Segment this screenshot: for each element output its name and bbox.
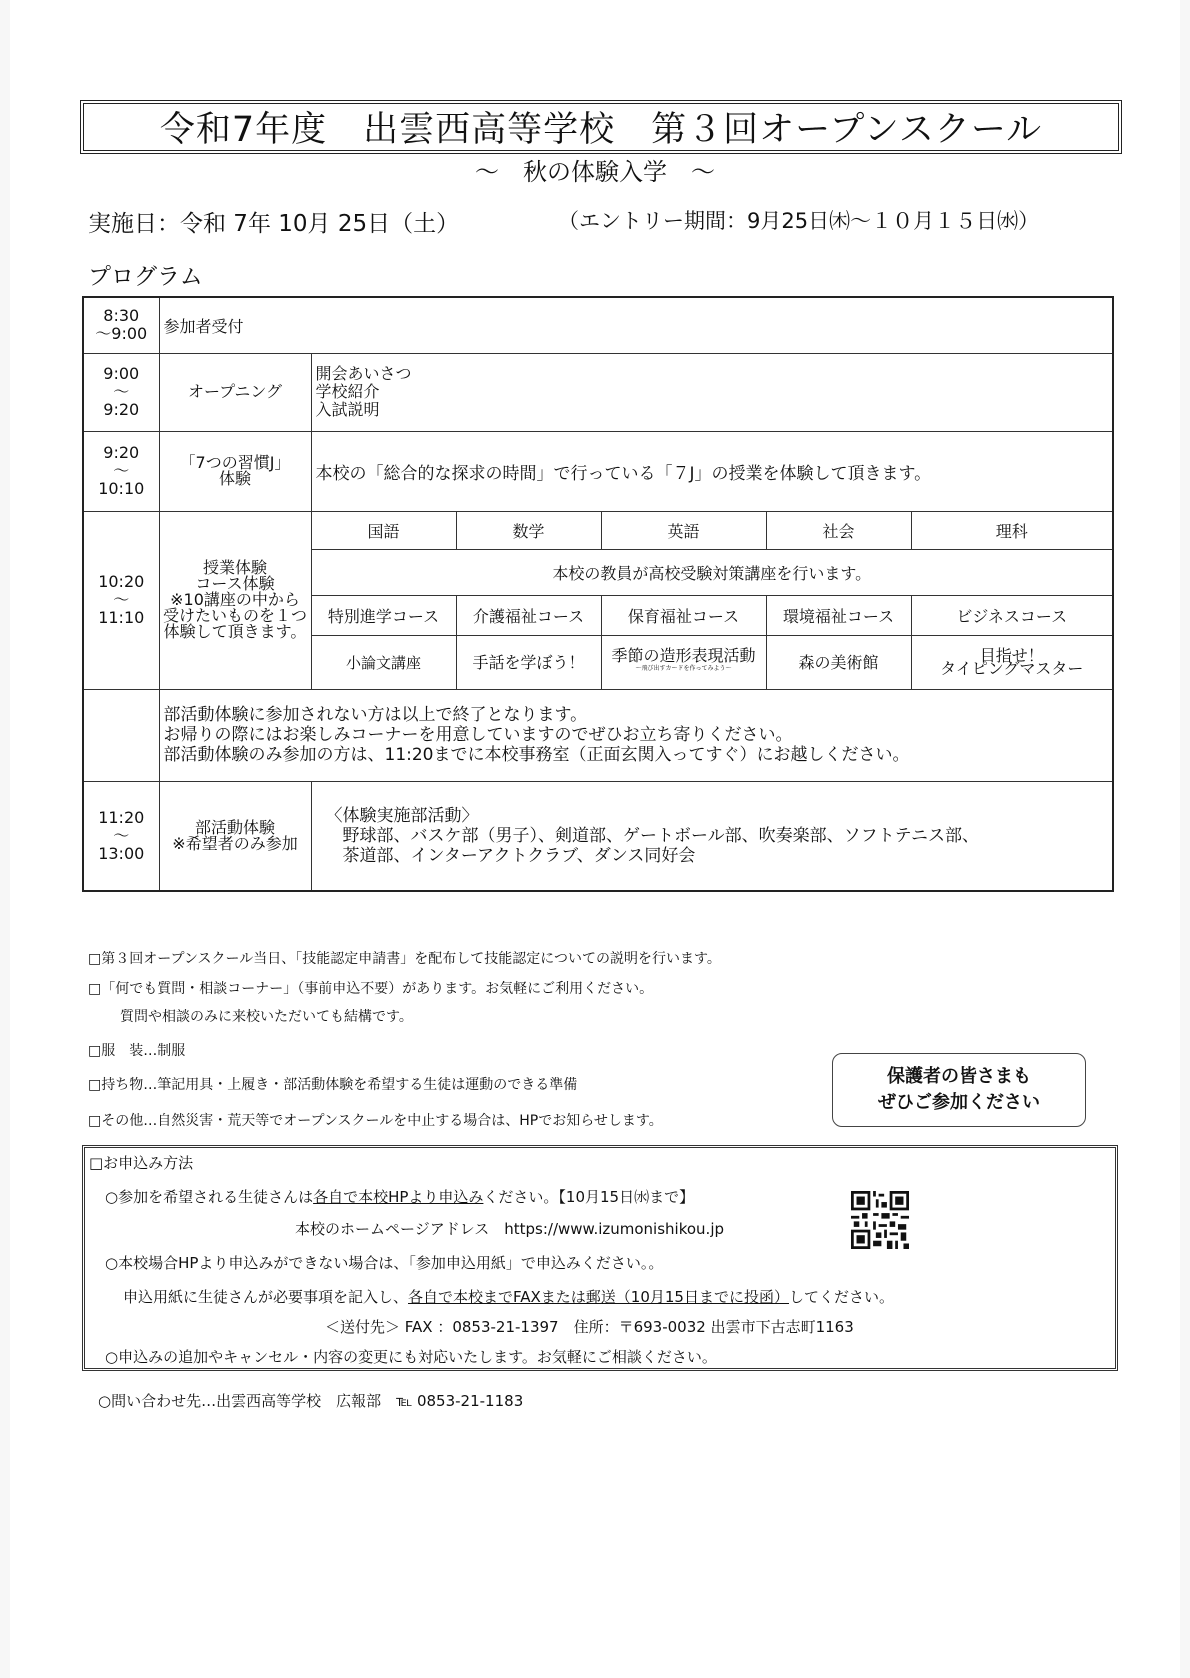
parents-welcome-box: 保護者の皆さまも ぜひご参加ください [832,1053,1086,1127]
subjects-row [83,511,1113,549]
note-cancellation: □その他…自然災害・荒天等でオープンスクールを中止する場合は、HPでお知らせします。 [88,1113,663,1129]
apply-l4-underline: 各自で本校までFAXまたは郵送（10月15日までに投函） [408,1288,789,1306]
application-line-6: ○申込みの追加やキャンセル・内容の変更にも対応いたします。お気軽にご相談ください。 [105,1348,717,1366]
habits-label: 「7つの習慣J」 体験 [159,431,311,511]
schedule-table [82,296,1114,892]
time-cell: 9:00 ～ 9:20 [83,353,159,431]
apply-l4-b: してください。 [788,1288,894,1306]
lecture-essay: 小論文講座 [311,635,456,689]
entry-period: （エントリー期間：9月25日㈭～１０月１５日㈬） [558,209,1040,233]
schedule-row-club [83,781,1113,891]
application-box [82,1145,1118,1371]
class-experience-label: 授業体験 コース体験 ※10講座の中から 受けたいものを１つ 体験して頂きます。 [159,511,311,689]
page [10,0,1180,1678]
time-cell: 11:20 ～ 13:00 [83,781,159,891]
application-line-1 [105,1186,694,1207]
info-text: 部活動体験に参加されない方は以上で終了となります。 お帰りの際にはお楽しみコーナーを用意していますのでぜひお立ち寄りください。 部活動体験のみ参加の方は、11:20までに本校事務室（正面玄関入ってすぐ）にお越しください。 [159,689,1113,781]
reception-text: 参加者受付 [159,297,1113,353]
course-environment: 環境福祉コース [766,595,911,635]
subject-japanese: 国語 [311,511,456,549]
lecture-forest-museum: 森の美術館 [766,635,911,689]
note-belongings: □持ち物…筆記用具・上履き・部活動体験を希望する生徒は運動のできる準備 [88,1077,578,1093]
note-consultation-2: 質問や相談のみに来校いただいても結構です。 [120,1009,413,1025]
homepage-address[interactable]: 本校のホームページアドレス https://www.izumonishikou.jp [295,1220,725,1238]
lecture-seasonal-sub: ～飛び出すカードを作ってみよう～ [635,665,732,672]
note-certification: □第３回オープンスクール当日、「技能認定申請書」を配布して技能認定についての説明を行います。 [88,951,721,967]
apply-l1-a: ○参加を希望される生徒さんは [105,1188,314,1206]
title-text: 令和7年度 出雲西高等学校 第３回オープンスクール [159,110,1043,150]
note-consultation: □「何でも質問・相談コーナー」（事前申込不要）があります。お気軽にご利用ください。 [88,981,654,997]
apply-l1-b: ください。【10月15日㈬まで】 [483,1188,695,1206]
time-cell: 9:20 ～ 10:10 [83,431,159,511]
program-heading: プログラム [88,264,203,290]
subject-social: 社会 [766,511,911,549]
schedule-row-info [83,689,1113,781]
qr-code [851,1191,909,1249]
contact-info: ○問い合わせ先…出雲西高等学校 広報部 ℡ 0853-21-1183 [98,1392,524,1410]
schedule-row-7habits [83,431,1113,511]
subject-note: 本校の教員が高校受験対策講座を行います。 [311,549,1113,595]
time-cell: 8:30 ～9:00 [83,297,159,353]
schedule-row-reception [83,297,1113,353]
schedule-row-opening [83,353,1113,431]
lecture-typing: 目指せ！ タイピングマスター [911,635,1113,689]
subject-math: 数学 [456,511,601,549]
note-dress: □服 装…制服 [88,1043,186,1059]
time-cell: 10:20 ～ 11:10 [83,511,159,689]
apply-l4-a: 申込用紙に生徒さんが必要事項を記入し、 [123,1288,409,1306]
send-to-address: ＜送付先＞ FAX ：0853-21-1397 住所：〒693-0032 出雲市下古志町1163 [325,1318,854,1336]
lecture-sign-language: 手話を学ぼう！ [456,635,601,689]
opening-content: 開会あいさつ 学校紹介 入試説明 [311,353,1113,431]
lecture-seasonal-art [601,635,766,689]
application-line-4 [123,1286,894,1307]
lecture-seasonal-main: 季節の造形表現活動 [611,646,756,665]
application-heading: □お申込み方法 [89,1154,194,1172]
course-advanced: 特別進学コース [311,595,456,635]
subject-english: 英語 [601,511,766,549]
course-care-welfare: 介護福祉コース [456,595,601,635]
habits-content: 本校の「総合的な探求の時間」で行っている「７J」の授業を体験して頂きます。 [311,431,1113,511]
course-business: ビジネスコース [911,595,1113,635]
club-label: 部活動体験 ※希望者のみ参加 [159,781,311,891]
event-date: 実施日：令和 7年 10月 25日（土） [88,211,460,237]
subtitle: ～ 秋の体験入学 ～ [475,158,715,186]
opening-label: オープニング [159,353,311,431]
subject-science: 理科 [911,511,1113,549]
empty-time-cell [83,689,159,781]
apply-l1-underline: 各自で本校HPより申込み [313,1188,484,1206]
club-content: 〈体験実施部活動〉 野球部、バスケ部（男子）、剣道部、ゲートボール部、吹奏楽部、ソフトテニス部、 茶道部、インターアクトクラブ、ダンス同好会 [311,781,1113,891]
course-childcare: 保育福祉コース [601,595,766,635]
page-title [80,100,1122,154]
application-line-3: ○本校場合HPより申込みができない場合は、「参加申込用紙」で申込みください。。 [105,1254,664,1272]
